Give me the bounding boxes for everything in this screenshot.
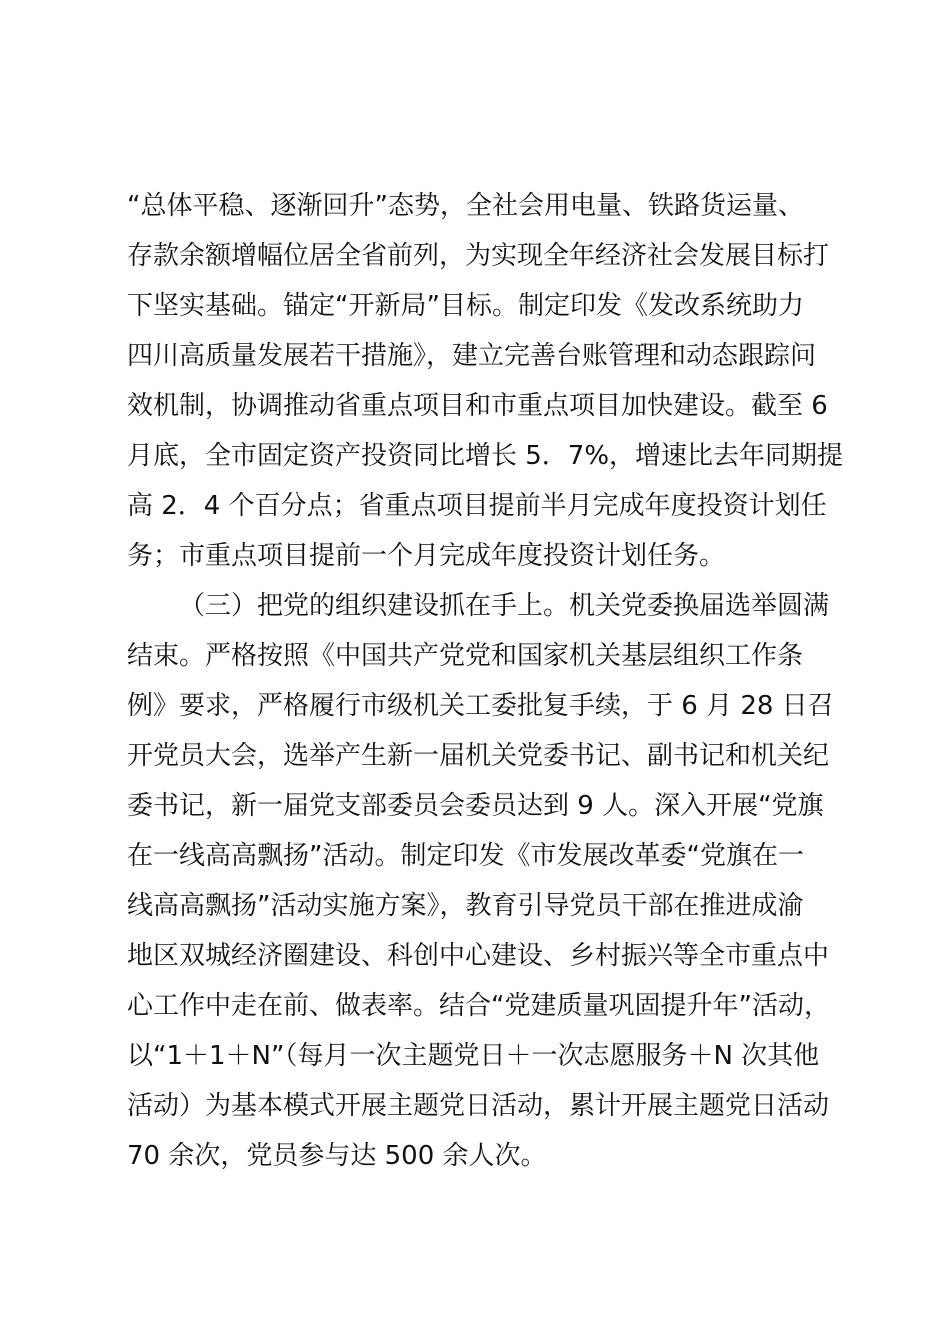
text-line: 地区双城经济圈建设、科创中心建设、乡村振兴等全市重点中 — [127, 941, 830, 971]
text-line: “总体平稳、逐渐回升”态势，全社会用电量、铁路货运量、 — [127, 191, 804, 221]
text-line: 活动）为基本模式开展主题党日活动，累计开展主题党日活动 — [127, 1091, 830, 1121]
text-line: 委书记，新一届党支部委员会委员达到 9 人。深入开展“党旗 — [127, 791, 824, 821]
text-line: 以“1＋1＋N”（每月一次主题党日＋一次志愿服务＋N 次其他 — [127, 1041, 820, 1071]
text-line: 务；市重点项目提前一个月完成年度投资计划任务。 — [127, 541, 726, 571]
text-line: 存款余额增幅位居全省前列，为实现全年经济社会发展目标打 — [127, 241, 830, 271]
text-line: 例》要求，严格履行市级机关工委批复手续，于 6 月 28 日召 — [127, 691, 834, 721]
text-line: 70 余次，党员参与达 500 余人次。 — [127, 1141, 547, 1171]
paragraph-party-organization — [127, 581, 833, 1181]
text-line: 效机制，协调推动省重点项目和市重点项目加快建设。截至 6 — [127, 391, 828, 421]
text-line: 开党员大会，选举产生新一届机关党委书记、副书记和机关纪 — [127, 741, 830, 771]
section-heading-line: （三）把党的组织建设抓在手上。机关党委换届选举圆满 — [179, 591, 830, 621]
paragraph-economic-progress — [127, 181, 844, 581]
text-line: 高 2．4 个百分点；省重点项目提前半月完成年度投资计划任 — [127, 491, 827, 521]
text-line: 下坚实基础。锚定“开新局”目标。制定印发《发改系统助力 — [127, 291, 804, 321]
text-line: 结束。严格按照《中国共产党党和国家机关基层组织工作条 — [127, 641, 804, 671]
text-line: 线高高飘扬”活动实施方案》，教育引导党员干部在推进成渝 — [127, 891, 804, 921]
text-line: 月底，全市固定资产投资同比增长 5．7%，增速比去年同期提 — [127, 441, 844, 471]
text-line: 四川高质量发展若干措施》，建立完善台账管理和动态跟踪问 — [127, 341, 817, 371]
text-line: 心工作中走在前、做表率。结合“党建质量巩固提升年”活动， — [127, 991, 830, 1021]
text-line: 在一线高高飘扬”活动。制定印发《市发展改革委“党旗在一 — [127, 841, 804, 871]
